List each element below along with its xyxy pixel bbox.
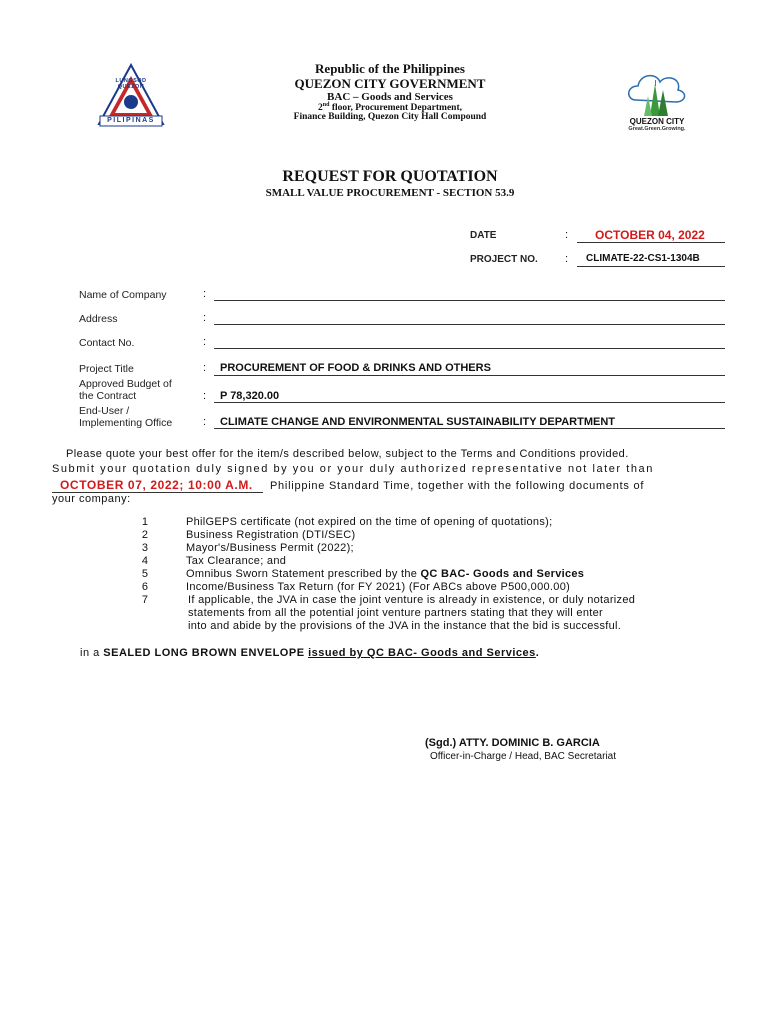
header-floor-suffix: nd <box>322 102 330 108</box>
list-text: Income/Business Tax Return (for FY 2021) (For ABCs above P500,000.00) <box>186 581 571 593</box>
deadline-line <box>52 478 717 493</box>
list-text: PhilGEPS certificate (not expired on the time of opening of quotations); <box>186 516 553 528</box>
city-seal <box>96 62 166 132</box>
header-line-2: QUEZON CITY GOVERNMENT <box>294 76 486 91</box>
list-number: 7 <box>141 594 148 606</box>
project-no-label: PROJECT NO. <box>470 254 538 265</box>
list-number: 4 <box>141 555 148 567</box>
date-label: DATE <box>470 230 497 241</box>
seal-top-text: LUNGSOD QUEZON <box>115 78 147 90</box>
list-number: 5 <box>141 568 148 580</box>
list-number: 3 <box>141 542 148 554</box>
company-label: Name of Company <box>79 289 167 301</box>
signatory-name-line <box>425 737 600 749</box>
instructions-line-3: Philippine Standard Time, together with the following documents of <box>269 480 645 492</box>
envelope-end: . <box>535 647 540 659</box>
date-colon: : <box>565 229 569 241</box>
instructions-line-2: Submit your quotation duly signed by you or your duly authorized representative not later than <box>52 463 654 475</box>
list-text: Business Registration (DTI/SEC) <box>186 529 356 541</box>
project-title-value: PROCUREMENT OF FOOD & DRINKS AND OTHERS <box>220 362 491 374</box>
list-text: Mayor's/Business Permit (2022); <box>186 542 354 554</box>
list-number: 1 <box>141 516 148 528</box>
enduser-label-2: Implementing Office <box>79 417 173 429</box>
signatory-name: ATTY. DOMINIC B. GARCIA <box>456 737 600 749</box>
list-text <box>186 568 584 580</box>
instructions-line-1: Please quote your best offer for the item/s described below, subject to the Terms and Conditions provided. <box>66 448 629 460</box>
date-value: OCTOBER 04, 2022 <box>595 228 705 242</box>
header-floor-number: 2 <box>318 103 323 114</box>
quezon-city-logo <box>622 70 692 135</box>
budget-value: P 78,320.00 <box>220 390 280 402</box>
list-number: 6 <box>141 581 148 593</box>
list-text-bold: QC BAC- Goods and Services <box>420 568 585 580</box>
envelope-prefix: in a <box>80 647 104 659</box>
instructions-line-4: your company: <box>52 493 131 505</box>
signed-mark: (Sgd.) <box>425 737 457 749</box>
enduser-colon: : <box>203 416 207 428</box>
enduser-label-1: End-User / <box>79 405 130 417</box>
logo-tagline: Great.Green.Growing. <box>628 126 686 132</box>
budget-colon: : <box>203 390 207 402</box>
address-field[interactable] <box>214 308 725 325</box>
contact-field[interactable] <box>214 332 725 349</box>
header-line-3: BAC – Goods and Services <box>327 91 453 103</box>
budget-line <box>214 386 725 403</box>
list-text: Tax Clearance; and <box>186 555 287 567</box>
list-text-plain: Omnibus Sworn Statement prescribed by the <box>186 568 421 580</box>
deadline-value: OCTOBER 07, 2022; 10:00 A.M. <box>52 478 263 493</box>
address-label: Address <box>79 313 118 325</box>
envelope-instruction <box>80 647 539 659</box>
header-line-1: Republic of the Philippines <box>315 61 465 76</box>
list-text-continued: into and abide by the provisions of the JVA in the instance that the bid is successful. <box>188 620 622 632</box>
envelope-issuer: issued by QC BAC- Goods and Services <box>308 647 536 659</box>
contact-colon: : <box>203 336 207 348</box>
budget-label-2: the Contract <box>79 390 137 402</box>
list-text-continued: statements from all the potential joint venture partners stating that they will enter <box>188 607 603 619</box>
enduser-value: CLIMATE CHANGE AND ENVIRONMENTAL SUSTAINABILITY DEPARTMENT <box>220 416 615 428</box>
address-colon: : <box>203 312 207 324</box>
company-colon: : <box>203 288 207 300</box>
contact-label: Contact No. <box>79 337 135 349</box>
project-no-value: CLIMATE-22-CS1-1304B <box>586 253 700 264</box>
seal-bottom-text: PILIPINAS <box>107 117 155 124</box>
signatory-position: Officer-in-Charge / Head, BAC Secretariat <box>430 751 617 762</box>
budget-label-1: Approved Budget of <box>79 378 172 390</box>
project-title-label: Project Title <box>79 363 134 375</box>
list-number: 2 <box>141 529 148 541</box>
project-title-colon: : <box>203 362 207 374</box>
document-title: REQUEST FOR QUOTATION <box>282 168 498 185</box>
header-floor-text: floor, Procurement Department, <box>329 103 462 114</box>
envelope-bold: SEALED LONG BROWN ENVELOPE <box>103 647 305 659</box>
list-text: If applicable, the JVA in case the joint venture is already in existence, or duly notarized <box>188 594 636 606</box>
company-field[interactable] <box>214 284 725 301</box>
logo-name: QUEZON CITY <box>629 117 685 126</box>
document-subtitle: SMALL VALUE PROCUREMENT - SECTION 53.9 <box>265 187 515 199</box>
project-no-colon: : <box>565 253 569 265</box>
header-line-5: Finance Building, Quezon City Hall Compound <box>293 112 487 122</box>
